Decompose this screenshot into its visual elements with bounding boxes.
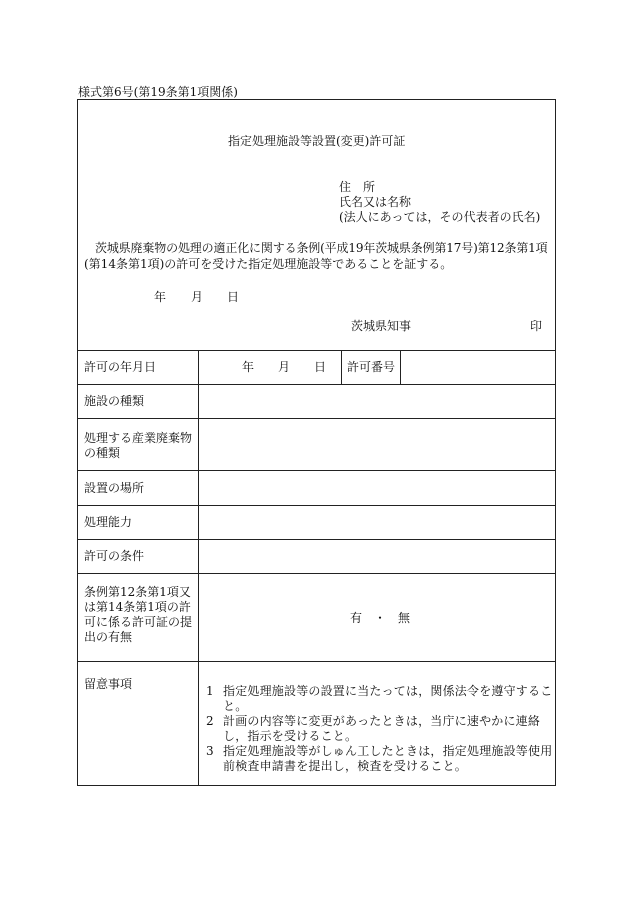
notes-label: 留意事項: [84, 677, 133, 691]
certification-line-2: (第14条第1項)の許可を受けた指定処理施設等であることを証する。: [84, 257, 453, 271]
note-number: 3: [206, 744, 214, 758]
note-number: 1: [206, 684, 214, 698]
note-text: 指定処理施設等の設置に当たっては，関係法令を遵守すること。: [223, 684, 553, 713]
issue-date-month: 月: [191, 290, 204, 304]
row-divider: [78, 505, 555, 506]
note-number: 2: [206, 714, 214, 728]
address-label: 住 所: [339, 180, 376, 194]
row-divider: [78, 661, 555, 662]
row-divider: [78, 384, 555, 385]
note-item: [206, 684, 554, 714]
waste-type-label-line-1: 処理する産業廃棄物: [84, 431, 193, 445]
note-item: [206, 744, 554, 774]
permit-date-year: 年: [242, 360, 255, 374]
row-divider: [78, 418, 555, 419]
permit-date-day: 日: [314, 360, 327, 374]
name-label: 氏名又は名称: [339, 195, 412, 209]
notes-list: [206, 684, 554, 774]
permit-date-label: 許可の年月日: [84, 360, 157, 374]
certificate-label-line-2: は第14条第1項の許: [84, 600, 191, 614]
certificate-label-line-3: 可に係る許可証の提: [84, 615, 193, 629]
certificate-label-line-1: 条例第12条第1項又: [84, 585, 191, 599]
location-label: 設置の場所: [84, 481, 145, 495]
certificate-title: 指定処理施設等設置(変更)許可証: [228, 134, 406, 148]
permit-date-month: 月: [278, 360, 291, 374]
row-divider: [78, 539, 555, 540]
row-divider: [78, 573, 555, 574]
certificate-presence-options: 有 ・ 無: [350, 611, 411, 625]
note-item: [206, 714, 554, 744]
issuer-name: 茨城県知事: [351, 319, 412, 333]
capacity-label: 処理能力: [84, 515, 133, 529]
conditions-label: 許可の条件: [84, 549, 145, 563]
table-top-border: [78, 350, 555, 351]
certification-line-1: 茨城県廃棄物の処理の適正化に関する条例(平成19年茨城県条例第17号)第12条第1項: [95, 241, 548, 255]
issuer-seal: 印: [530, 319, 543, 333]
form-number: 様式第6号(第19条第1項関係): [78, 85, 238, 99]
issue-date-year: 年: [154, 290, 167, 304]
name-note: (法人にあっては，その代表者の氏名): [339, 210, 541, 224]
issue-date-day: 日: [227, 290, 240, 304]
label-column-divider: [198, 350, 199, 786]
note-text: 計画の内容等に変更があったときは，当庁に速やかに連絡し，指示を受けること。: [223, 714, 541, 743]
permit-number-label: 許可番号: [347, 360, 396, 374]
waste-type-label-line-2: の種類: [84, 446, 121, 460]
note-text: 指定処理施設等がしゅん工したときは，指定処理施設等使用前検査申請書を提出し，検査を受けること。: [223, 744, 553, 773]
permit-certificate-frame: [77, 99, 556, 786]
facility-type-label: 施設の種類: [84, 394, 145, 408]
row-divider: [78, 470, 555, 471]
certificate-label-line-4: 出の有無: [84, 630, 133, 644]
permit-number-value-divider: [400, 350, 401, 384]
permit-number-divider: [341, 350, 342, 384]
